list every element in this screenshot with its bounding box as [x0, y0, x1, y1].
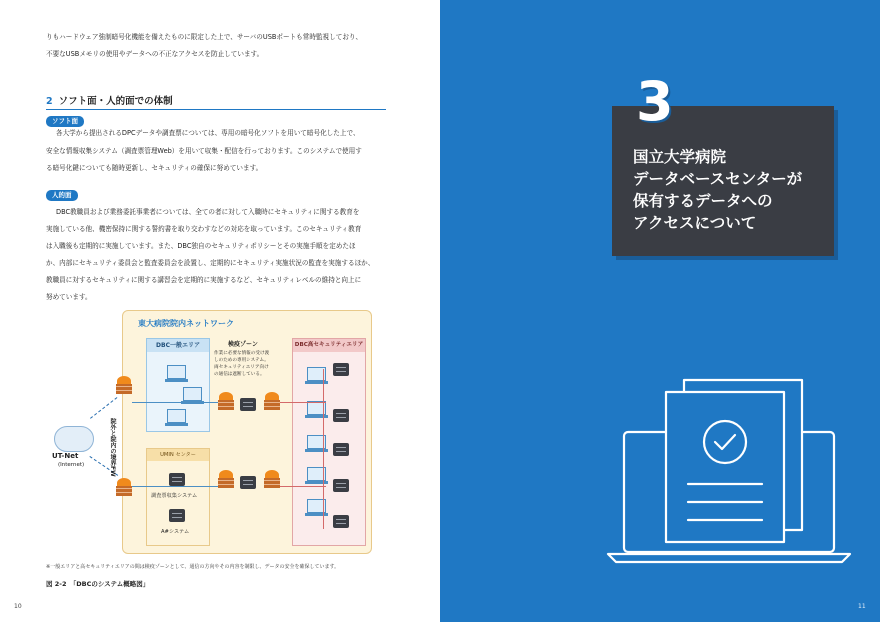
firewall-icon — [218, 470, 234, 488]
inspection-note-4: の通信は遮断している。 — [214, 372, 265, 377]
secure-area-zone — [292, 338, 366, 546]
right-page — [440, 0, 880, 622]
firewall-icon — [264, 470, 280, 488]
section-rule — [46, 109, 386, 110]
a-system-label: A#システム — [161, 529, 190, 535]
firewall-icon — [116, 376, 132, 394]
section-title: ソフト面・人的面での体制 — [58, 96, 173, 107]
human-line-3: は入職後も定期的に実施しています。また、DBC独自のセキュリティポリシーとその実施手順を定めたほ — [46, 242, 356, 250]
inspection-zone-label: 検疫ゾーン — [228, 341, 258, 348]
diagram-note: ※一般エリアと高セキュリティエリアの間は検疫ゾーンとして、通信の方向やその内容を制限し、データの安全を確保しています。 — [46, 564, 340, 570]
inspection-server-icon — [240, 398, 256, 411]
system-diagram — [46, 306, 386, 556]
general-area-zone — [146, 338, 210, 432]
secure-bus-line — [323, 369, 324, 529]
server-icon — [333, 443, 349, 456]
human-line-4: か、内部にセキュリティ委員会と監査委員会を設置し、定期的にセキュリティ実施状況の監査を実施するほか、 — [46, 259, 375, 267]
human-line-5: 教職員に対するセキュリティに関する講習会を定期的に実施するなど、セキュリティレベルの維持と向上に — [46, 276, 362, 284]
umin-center-zone — [146, 448, 210, 546]
figure-caption: 図 2-2 「DBCのシステム概略図」 — [46, 580, 150, 588]
laptop-document-check-icon — [604, 376, 854, 566]
chapter-number: 3 — [636, 70, 674, 133]
firewall-icon — [218, 392, 234, 410]
link-line — [280, 486, 326, 487]
section-heading — [46, 93, 173, 107]
pc-icon — [167, 365, 186, 379]
survey-system-label: 調査票収集システム — [151, 493, 198, 499]
page-number-right: 11 — [858, 603, 866, 610]
inspection-note-2: しのための専用システム。 — [214, 358, 269, 363]
intro-line-2: 不要なUSBメモリの使用やデータへの不正なアクセスを防止しています。 — [46, 50, 264, 58]
pc-icon — [183, 387, 202, 401]
internet-sub: (Internet) — [58, 462, 85, 468]
soft-line-1: 各大学から提出されるDPCデータや調査票については、専用の暗号化ソフトを用いて暗号化した上で、 — [56, 129, 360, 137]
server-icon — [333, 479, 349, 492]
inspection-note-3: 両セキュリティエリア向け — [214, 365, 269, 370]
inspection-note-1: 作業に必要な情報の受け渡 — [214, 351, 270, 356]
link-line — [132, 486, 218, 487]
pc-icon — [167, 409, 186, 423]
internet-name: UT-Net — [52, 452, 79, 460]
chapter-title-line-2: データベースセンターが — [633, 170, 803, 188]
chapter-title — [633, 146, 802, 234]
intro-line-1: りもハードウェア強制暗号化機能を備えたものに限定した上で、サーバのUSBポートも常時監視しており、 — [46, 33, 363, 41]
server-icon — [169, 473, 185, 486]
firewall-icon — [116, 478, 132, 496]
network-title: 東大病院院内ネットワーク — [138, 319, 234, 328]
chapter-title-line-1: 国立大学病院 — [633, 148, 727, 166]
link-line — [280, 402, 326, 403]
soft-line-2: 安全な情報収集システム（調査票管理Web）を用いて収集・配信を行っております。このシステムで使用す — [46, 147, 362, 155]
soft-tag: ソフト面 — [46, 116, 84, 127]
server-icon — [333, 515, 349, 528]
internet-link-dashed — [90, 397, 117, 419]
secure-area-label: DBC高セキュリティエリア — [293, 339, 365, 352]
border-fw-label: 院外と院内の境界FW — [109, 418, 116, 477]
chapter-title-line-4: アクセスについて — [633, 214, 757, 232]
umin-center-label: UMIN センター — [147, 449, 209, 461]
page-number-left: 10 — [14, 603, 22, 610]
internet-cloud-icon — [54, 426, 94, 452]
firewall-icon — [264, 392, 280, 410]
human-line-2: 実施している他、機密保持に関する誓約書を取り交わすなどの対応を取っています。このセキュリティ教育 — [46, 225, 362, 233]
chapter-title-line-3: 保有するデータへの — [633, 192, 773, 210]
human-line-6: 努めています。 — [46, 293, 92, 301]
general-area-label: DBC一般エリア — [147, 339, 209, 352]
human-line-1: DBC教職員および業務委託事業者については、全ての者に対して入職時にセキュリティに関する教育を — [56, 208, 360, 216]
server-icon — [333, 409, 349, 422]
inspection-server-icon — [240, 476, 256, 489]
server-icon — [169, 509, 185, 522]
section-number: 2 — [46, 96, 53, 107]
link-line — [132, 402, 218, 403]
human-tag: 人的面 — [46, 190, 78, 201]
soft-line-3: る暗号化鍵についても随時更新し、セキュリティの確保に努めています。 — [46, 164, 263, 172]
server-icon — [333, 363, 349, 376]
